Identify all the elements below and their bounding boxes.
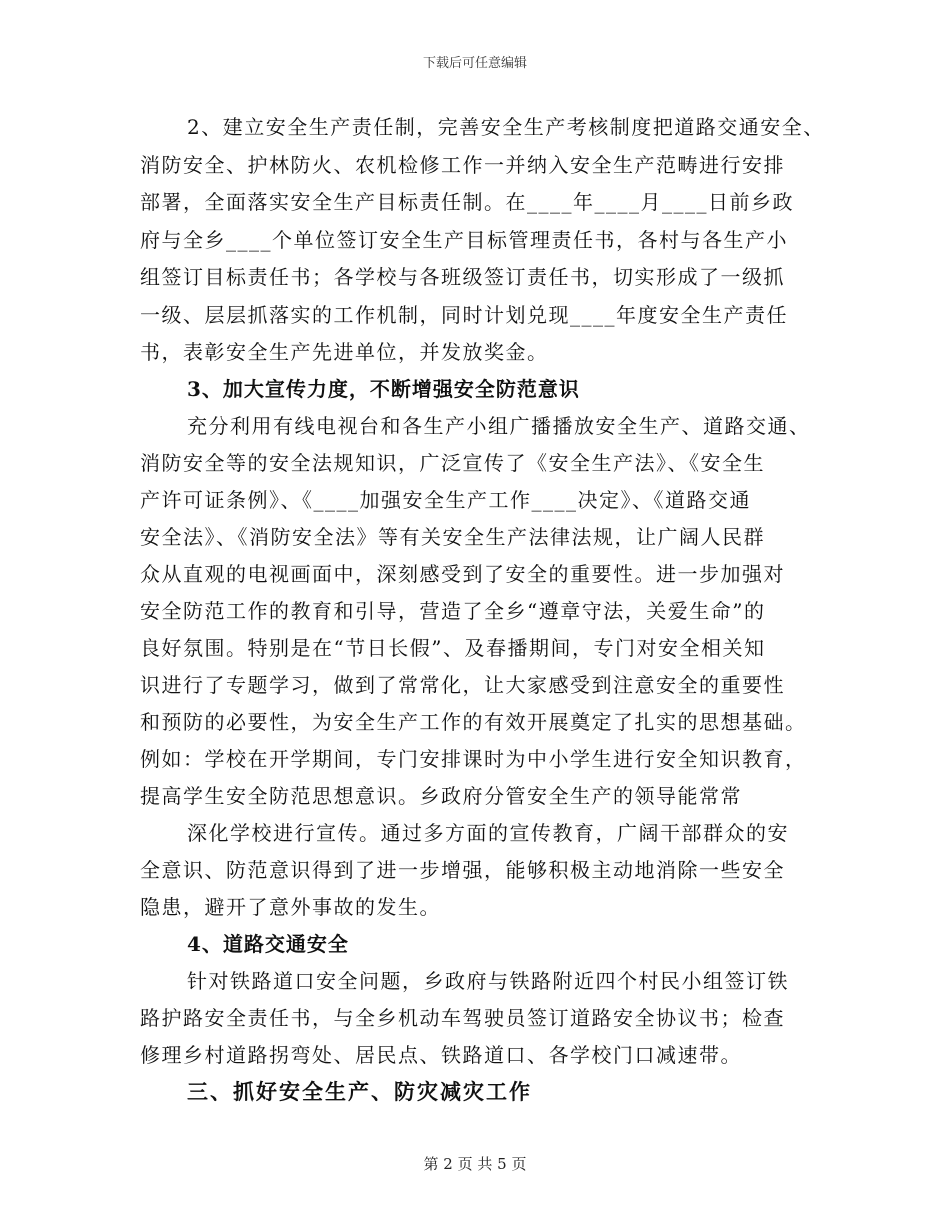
paragraph-line: 消防安全、护林防火、农机检修工作一并纳入安全生产范畴进行安排 (140, 153, 785, 177)
paragraph-line: 书，表彰安全生产先进单位，并发放奖金。 (140, 340, 549, 364)
page-header: 下载后可任意编辑 (422, 56, 527, 71)
paragraph-line: 安全法》、《消防安全法》等有关安全生产法律法规，让广阔人民群 (140, 525, 765, 549)
paragraph-line: 部署，全面落实安全生产目标责任制。在____年____月____日前乡政 (140, 190, 794, 214)
paragraph-line: 例如：学校在开学期间，专门安排课时为中小学生进行安全知识教育， (140, 747, 807, 771)
paragraph-line: 提高学生安全防范思想意识。乡政府分管安全生产的领导能常常 (140, 784, 742, 808)
paragraph-line: 消防安全等的安全法规知识，广泛宣传了《安全生产法》、《安全生 (140, 451, 765, 475)
paragraph-line: 全意识、防范意识得到了进一步增强，能够积极主动地消除一些安全 (140, 858, 785, 882)
paragraph-line: 针对铁路道口安全问题，乡政府与铁路附近四个村民小组签订铁 (187, 969, 789, 993)
paragraph-line: 众从直观的电视画面中，深刻感受到了安全的重要性。进一步加强对 (140, 562, 785, 586)
paragraph-line: 识进行了专题学习，做到了常常化，让大家感受到注意安全的重要性 (140, 673, 785, 697)
paragraph-line: 深化学校进行宣传。通过多方面的宣传教育，广阔干部群众的安 (187, 821, 789, 845)
paragraph-line: 安全防范工作的教育和引导，营造了全乡“遵章守法，关爱生命”的 (140, 599, 766, 623)
paragraph-line: 良好氛围。特别是在“节日长假”、及春播期间，专门对安全相关知 (140, 636, 766, 660)
paragraph-line: 充分利用有线电视台和各生产小组广播播放安全生产、道路交通、 (187, 414, 811, 438)
paragraph-line: 产许可证条例》、《____加强安全生产工作____决定》、《道路交通 (140, 488, 751, 512)
paragraph-line: 府与全乡____个单位签订安全生产目标管理责任书，各村与各生产小 (140, 228, 788, 252)
section-heading-4: 4、道路交通安全 (187, 932, 349, 956)
page-footer: 第 2 页 共 5 页 (423, 1155, 527, 1173)
paragraph-line: 和预防的必要性，为安全生产工作的有效开展奠定了扎实的思想基础。 (140, 710, 807, 734)
paragraph-line: 路护路安全责任书，与全乡机动车驾驶员签订道路安全协议书；检查 (140, 1006, 785, 1030)
section-heading-3: 3、加大宣传力度，不断增强安全防范意识 (187, 377, 580, 401)
paragraph-line: 修理乡村道路拐弯处、居民点、铁路道口、各学校门口减速带。 (140, 1043, 742, 1067)
paragraph-line: 组签订目标责任书；各学校与各班级签订责任书，切实形成了一级抓 (140, 265, 785, 289)
paragraph-line: 一级、层层抓落实的工作机制，同时计划兑现____年度安全生产责任 (140, 303, 788, 327)
paragraph-line: 隐患，避开了意外事故的发生。 (140, 895, 441, 919)
paragraph-line: 2、建立安全生产责任制，完善安全生产考核制度把道路交通安全、 (187, 115, 825, 139)
chapter-heading-3: 三、抓好安全生产、防灾减灾工作 (187, 1079, 532, 1104)
